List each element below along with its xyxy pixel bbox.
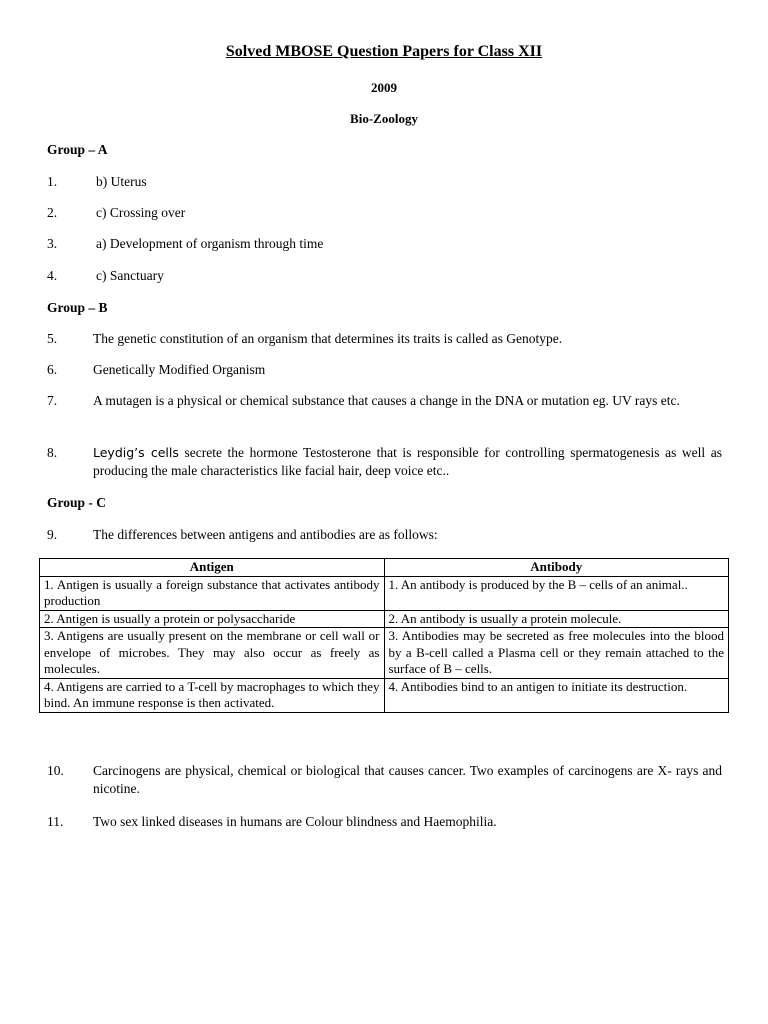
header-antibody: Antibody (384, 559, 729, 577)
year-heading: 2009 (371, 80, 397, 95)
antigen-cell: 2. Antigen is usually a protein or polysaccharide (40, 610, 385, 628)
group-b-heading: Group – B (47, 300, 108, 315)
group-a-heading: Group – A (47, 142, 108, 157)
item-text: a) Development of organism through time (96, 236, 324, 251)
item-number: 10. (47, 763, 64, 778)
item-text: A mutagen is a physical or chemical substance that causes a change in the DNA or mutation eg. UV rays etc. (93, 393, 680, 408)
antibody-cell: 1. An antibody is produced by the B – cells of an animal.. (384, 576, 729, 610)
item-text: The differences between antigens and antibodies are as follows: (93, 527, 438, 542)
table-row (40, 628, 729, 679)
document-title: Solved MBOSE Question Papers for Class XII (225, 43, 543, 60)
antibody-cell: 4. Antibodies bind to an antigen to initiate its destruction. (384, 678, 729, 712)
item-text: c) Sanctuary (96, 268, 164, 283)
antigen-antibody-table (39, 558, 729, 713)
item-text: Two sex linked diseases in humans are Colour blindness and Haemophilia. (93, 814, 497, 829)
answer-item-7 (47, 392, 722, 410)
item-number: 11. (47, 814, 64, 829)
antigen-cell: 3. Antigens are usually present on the membrane or cell wall or envelope of microbes. They may also occur as freely as molecules. (40, 628, 385, 679)
item-text: The genetic constitution of an organism that determines its traits is called as Genotype. (93, 331, 563, 346)
subject-heading: Bio-Zoology (350, 111, 418, 126)
item-number: 1. (47, 174, 58, 189)
table-header-row (40, 559, 729, 577)
item-number: 7. (47, 393, 58, 408)
antigen-cell: 4. Antigens are carried to a T-cell by macrophages to which they bind. An immune response is then activated. (40, 678, 385, 712)
header-antigen: Antigen (40, 559, 385, 577)
item-number: 9. (47, 527, 58, 542)
antibody-cell: 3. Antibodies may be secreted as free molecules into the blood by a B-cell called a Plasma cell or they remain attached to the surface of B – cells. (384, 628, 729, 679)
item-text (93, 444, 722, 480)
antigen-cell: 1. Antigen is usually a foreign substance that activates antibody production (40, 576, 385, 610)
item-number: 6. (47, 362, 58, 377)
table-row (40, 610, 729, 628)
item-text: c) Crossing over (96, 205, 186, 220)
item-number: 2. (47, 205, 58, 220)
item-text: Genetically Modified Organism (93, 362, 266, 377)
table-row (40, 678, 729, 712)
item-text: b) Uterus (96, 174, 147, 189)
table-row (40, 576, 729, 610)
group-c-heading: Group - C (47, 495, 107, 510)
item-text-body: secrete the hormone Testosterone that is responsible for controlling spermatogenesis as well as producing the male characteristics like facial hair, deep voice etc.. (93, 445, 722, 478)
item-number: 3. (47, 236, 58, 251)
item-number: 8. (47, 445, 58, 460)
item-number: 5. (47, 331, 58, 346)
item-text: Carcinogens are physical, chemical or biological that causes cancer. Two examples of carcinogens are X- rays and nicotine. (93, 763, 722, 796)
item-number: 4. (47, 268, 58, 283)
antibody-cell: 2. An antibody is usually a protein molecule. (384, 610, 729, 628)
leydig-term: Leydig’s cells (93, 445, 179, 460)
